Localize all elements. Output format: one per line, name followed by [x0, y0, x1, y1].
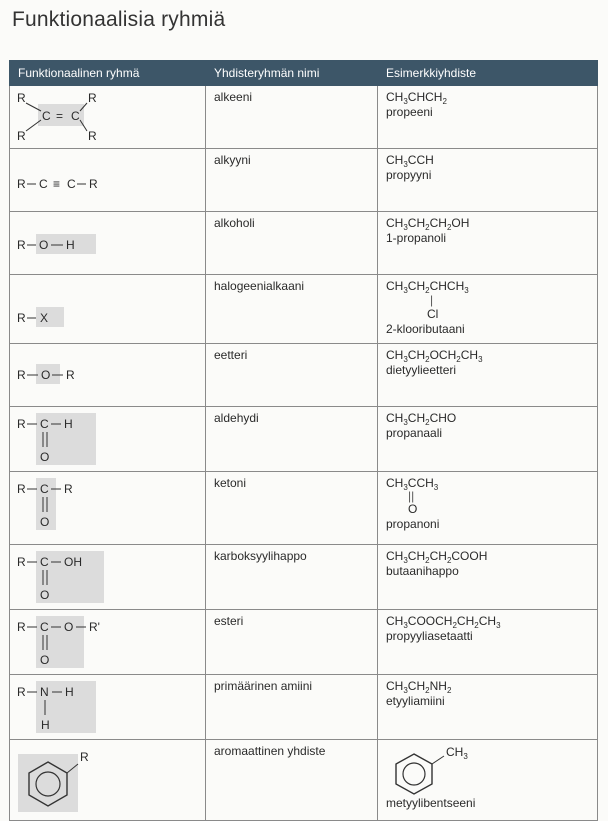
acid-structure-icon: [16, 549, 136, 605]
alkene-r2: R: [88, 91, 97, 105]
alkene-r1: R: [17, 91, 26, 105]
ketone-structure: [10, 472, 206, 545]
alcohol-r: R: [17, 238, 26, 252]
amine-h1: H: [65, 685, 74, 699]
amine-n: N: [40, 685, 49, 699]
aldehyde-r: R: [17, 417, 26, 431]
example-name: 1-propanoli: [386, 231, 447, 245]
halo-structure-icon: [16, 279, 136, 339]
ether-r1: R: [17, 368, 26, 382]
halo-structure: [10, 275, 206, 344]
example-compound: [378, 675, 598, 740]
example-name: etyyliamiini: [386, 694, 445, 708]
compound-class-name: karboksyylihappo: [206, 545, 378, 610]
example-formula: $CH_3CH_2CH_2COOH$: [386, 549, 488, 565]
alkyne-c2: C: [67, 177, 76, 191]
amine-r: R: [17, 685, 26, 699]
header-example: Esimerkkiyhdiste: [378, 61, 598, 86]
header-functional-group: Funktionaalinen ryhmä: [10, 61, 206, 86]
acid-r: R: [17, 555, 26, 569]
example-formula: $CH_3COOCH_2CH_2CH_3$: [386, 614, 501, 630]
double-bond-line: ||: [408, 489, 415, 503]
halo-x: X: [40, 311, 49, 325]
example-compound: [378, 610, 598, 675]
acid-oh: OH: [64, 555, 82, 569]
ester-structure: [10, 610, 206, 675]
example-name: propanaali: [386, 426, 443, 440]
ketone-r1: R: [17, 482, 26, 496]
alkyne-r2: R: [89, 177, 98, 191]
aromatic-circle: [403, 763, 425, 785]
example-compound: [378, 472, 598, 545]
ketone-structure-icon: [16, 476, 136, 532]
halo-r: R: [17, 311, 26, 325]
ester-o1: O: [64, 620, 74, 634]
table-header-row: [10, 61, 598, 86]
table-row: [10, 344, 598, 407]
alkene-c1: C: [42, 109, 51, 123]
example-formula: $CH_3CH_2OCH_2CH_3$: [386, 348, 483, 364]
example-compound: [378, 149, 598, 212]
example-formula: $CH_3CH_2CH_2OH$: [386, 216, 470, 232]
compound-class-name: alkyyni: [206, 149, 378, 212]
ketone-o: O: [40, 515, 50, 529]
ether-structure: [10, 344, 206, 407]
alkyne-structure-icon: [16, 153, 136, 207]
compound-class-name: esteri: [206, 610, 378, 675]
table-row: [10, 545, 598, 610]
ether-r2: R: [66, 368, 75, 382]
example-name: propanoni: [386, 517, 440, 531]
ester-r1: R: [17, 620, 26, 634]
compound-class-name: aromaattinen yhdiste: [206, 740, 378, 821]
alcohol-structure: [10, 212, 206, 275]
compound-class-name: alkoholi: [206, 212, 378, 275]
alkyne-r1: R: [17, 177, 26, 191]
acid-o: O: [40, 588, 50, 602]
example-formula: $CH_3CH_2NH_2$: [386, 679, 452, 695]
table-row: [10, 149, 598, 212]
aromatic-r: R: [80, 750, 89, 764]
table-row: [10, 740, 598, 821]
methyl-label: $CH_3$: [446, 745, 468, 761]
table-row: [10, 212, 598, 275]
alkene-c2: C: [71, 109, 80, 123]
example-compound: [378, 86, 598, 149]
example-name: butaanihappo: [386, 564, 459, 578]
example-compound: [378, 344, 598, 407]
ester-r2: R': [89, 620, 100, 634]
aldehyde-structure-icon: [16, 411, 136, 467]
example-name: propeeni: [386, 105, 433, 119]
aldehyde-c: C: [40, 417, 49, 431]
alcohol-h: H: [66, 238, 75, 252]
example-name: propyyni: [386, 168, 432, 182]
acid-structure: [10, 545, 206, 610]
alkene-bond: =: [56, 109, 64, 123]
alkyne-c1: C: [39, 177, 48, 191]
table-row: [10, 86, 598, 149]
amine-structure-icon: [16, 679, 136, 735]
alcohol-o: O: [39, 238, 49, 252]
aromatic-structure: [10, 740, 206, 821]
alkyne-bond: ≡: [53, 177, 61, 191]
amine-structure: [10, 675, 206, 740]
table-row: [10, 675, 598, 740]
aldehyde-structure: [10, 407, 206, 472]
alkene-structure-icon: [16, 90, 136, 144]
table-row: [10, 610, 598, 675]
example-compound: [378, 740, 598, 821]
ether-structure-icon: [16, 348, 136, 402]
alcohol-structure-icon: [16, 216, 136, 270]
compound-class-name: halogeenialkaani: [206, 275, 378, 344]
aldehyde-o: O: [40, 450, 50, 464]
example-name: propyyliasetaatti: [386, 629, 473, 643]
example-formula: $CH_3CCH$: [386, 153, 434, 169]
table-row: [10, 472, 598, 545]
table-row: [10, 407, 598, 472]
compound-class-name: eetteri: [206, 344, 378, 407]
aldehyde-h: H: [64, 417, 73, 431]
ketone-r2: R: [64, 482, 73, 496]
example-formula: $CH_3CH_2CHCH_3$: [386, 279, 469, 295]
table-row: [10, 275, 598, 344]
example-compound: [378, 407, 598, 472]
compound-class-name: ketoni: [206, 472, 378, 545]
ether-o: O: [41, 368, 51, 382]
example-compound: [378, 545, 598, 610]
ester-o2: O: [40, 653, 50, 667]
example-substituent: Cl: [427, 307, 439, 321]
example-name: metyylibentseeni: [386, 796, 476, 810]
ketone-c: C: [40, 482, 49, 496]
functional-groups-table: [9, 60, 598, 821]
alkyne-structure: [10, 149, 206, 212]
benzene-ring: [396, 754, 432, 794]
bond-line: |: [430, 293, 434, 307]
example-name: dietyylieetteri: [386, 363, 457, 377]
alkene-r3: R: [17, 129, 26, 143]
example-substituent: O: [408, 502, 418, 516]
compound-class-name: alkeeni: [206, 86, 378, 149]
alkene-structure: [10, 86, 206, 149]
example-compound: [378, 212, 598, 275]
alkene-r4: R: [88, 129, 97, 143]
header-compound-class: Yhdisteryhmän nimi: [206, 61, 378, 86]
compound-class-name: aldehydi: [206, 407, 378, 472]
toluene-structure-icon: [386, 744, 506, 796]
aromatic-structure-icon: [16, 744, 136, 814]
example-formula: $CH_3CH_2CHO$: [386, 411, 457, 427]
acid-c: C: [40, 555, 49, 569]
ester-c: C: [40, 620, 49, 634]
example-formula: $CH_3CHCH_2$: [386, 90, 447, 106]
example-name: 2-klooributaani: [386, 322, 465, 336]
example-formula: $CH_3CCH_3$: [386, 476, 439, 492]
example-compound: [378, 275, 598, 344]
page-title: Funktionaalisia ryhmiä: [12, 8, 226, 31]
amine-h2: H: [41, 718, 50, 732]
compound-class-name: primäärinen amiini: [206, 675, 378, 740]
ester-structure-icon: [16, 614, 136, 670]
